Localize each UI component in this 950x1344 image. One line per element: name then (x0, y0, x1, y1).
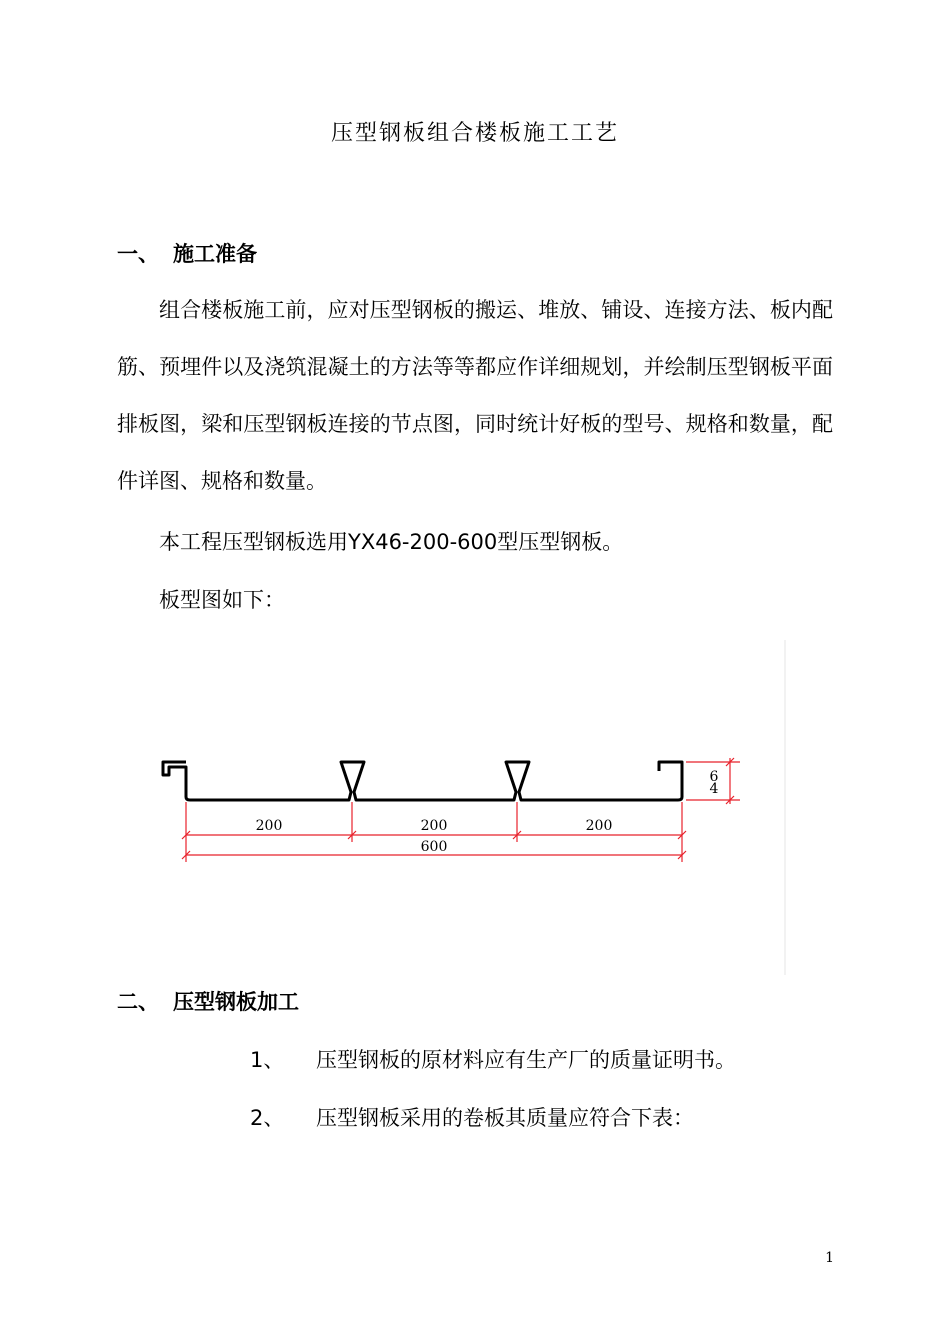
section-heading-1 (117, 238, 257, 268)
deck-profile-outline (163, 762, 682, 800)
list-item-number: 2、 (250, 1106, 285, 1130)
list-item-text: 压型钢板采用的卷板其质量应符合下表： (316, 1106, 694, 1130)
list-item-number: 1、 (250, 1048, 285, 1072)
dim-label-span-1: 200 (255, 818, 283, 834)
section-title: 压型钢板加工 (173, 990, 299, 1014)
dim-label-span-3: 200 (585, 818, 613, 834)
section-title: 施工准备 (173, 242, 257, 266)
steel-deck-profile-figure (150, 640, 790, 975)
dim-label-height-bottom: 4 (709, 781, 719, 797)
paragraph-preparation: 组合楼板施工前，应对压型钢板的搬运、堆放、铺设、连接方法、板内配筋、预埋件以及浇筑混凝土的方法等等都应作详细规划，并绘制压型钢板平面排板图，梁和压型钢板连接的节点图，同时统计好板的型号、规格和数量，配件详图、规格和数量。 (117, 298, 833, 493)
list-item-text: 压型钢板的原材料应有生产厂的质量证明书。 (316, 1048, 736, 1072)
profile-drawing (150, 640, 790, 975)
dim-label-height-top: 6 (709, 769, 719, 785)
paragraph-figure-intro: 板型图如下： (159, 588, 285, 612)
page-number: 1 (825, 1250, 834, 1266)
section-number: 一、 (117, 242, 159, 266)
section-number: 二、 (117, 990, 159, 1014)
dim-label-total: 600 (420, 839, 448, 855)
document-title: 压型钢板组合楼板施工工艺 (330, 121, 619, 146)
dim-label-span-2: 200 (420, 818, 448, 834)
dimension-lines (182, 758, 740, 862)
section-heading-2 (117, 986, 299, 1016)
paragraph-panel-type: 本工程压型钢板选用YX46-200-600型压型钢板。 (159, 530, 624, 554)
